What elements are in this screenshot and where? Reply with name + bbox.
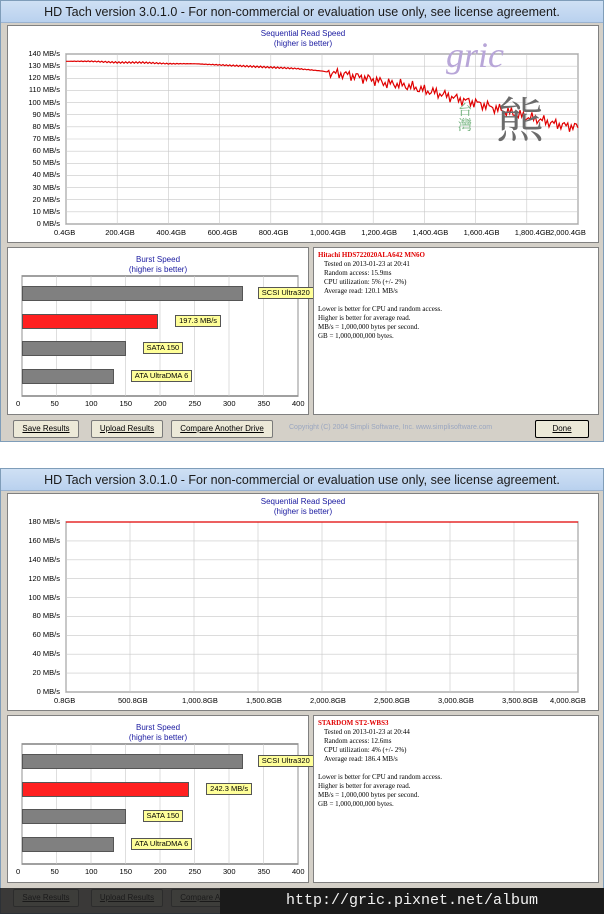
x-tick-label: 200 xyxy=(154,867,167,876)
y-tick-label: 10 MB/s xyxy=(32,206,60,216)
y-tick-label: 0 MB/s xyxy=(36,219,60,228)
y-tick-label: 110 MB/s xyxy=(28,85,60,95)
y-tick-label: 80 MB/s xyxy=(32,611,60,621)
watermark-url: http://gric.pixnet.net/album xyxy=(220,888,604,914)
random-access: Random access: 15.9ms xyxy=(324,269,392,277)
burst-bar xyxy=(22,754,243,769)
y-tick-label: 20 MB/s xyxy=(32,194,60,204)
y-tick-label: 100 MB/s xyxy=(28,97,60,107)
burst-label: ATA UltraDMA 6 xyxy=(131,370,193,382)
burst-bar xyxy=(22,341,126,356)
x-tick-label: 400 xyxy=(292,399,305,408)
y-tick-label: 160 MB/s xyxy=(28,535,60,545)
x-tick-label: 300 xyxy=(223,399,236,408)
x-tick-label: 0 xyxy=(16,399,21,408)
x-tick-label: 100 xyxy=(85,399,98,408)
x-tick-label: 1,000.8GB xyxy=(182,696,218,705)
x-tick-label: 350 xyxy=(257,867,271,876)
burst-label: SATA 150 xyxy=(143,810,184,822)
y-tick-label: 60 MB/s xyxy=(32,146,60,156)
tested-on: Tested on 2013-01-23 at 20:44 xyxy=(324,728,410,736)
burst-bar xyxy=(22,837,114,852)
y-tick-label: 50 MB/s xyxy=(32,158,60,168)
x-tick-label: 50 xyxy=(50,399,59,408)
burst-label: 197.3 MB/s xyxy=(175,315,221,327)
sequential-read-panel xyxy=(7,493,599,711)
hdtach-window-1 xyxy=(0,0,604,442)
x-tick-label: 1,500.8GB xyxy=(246,696,282,705)
note: Higher is better for average read. xyxy=(318,782,411,790)
x-tick-label: 500.8GB xyxy=(118,696,148,705)
x-tick-label: 2,000.8GB xyxy=(310,696,346,705)
x-tick-label: 400 xyxy=(292,867,305,876)
burst-bar xyxy=(22,369,114,384)
save-results-button[interactable]: Save Results xyxy=(13,420,79,438)
x-tick-label: 0.4GB xyxy=(54,228,76,237)
done-button[interactable]: Done xyxy=(535,420,589,438)
button-bar xyxy=(7,418,599,440)
burst-label: 242.3 MB/s xyxy=(206,783,252,795)
x-tick-label: 800.4GB xyxy=(258,228,289,237)
x-tick-label: 1,600.4GB xyxy=(463,228,500,237)
drive-info-panel xyxy=(313,715,599,883)
burst-speed-panel xyxy=(7,715,309,883)
burst-label: SCSI Ultra320 xyxy=(258,287,314,299)
average-read: Average read: 186.4 MB/s xyxy=(324,755,398,763)
drive-info-panel xyxy=(313,247,599,415)
x-tick-label: 250 xyxy=(188,867,202,876)
y-tick-label: 70 MB/s xyxy=(32,134,60,143)
x-tick-label: 1,200.4GB xyxy=(361,228,398,237)
y-tick-label: 130 MB/s xyxy=(28,61,60,71)
burst-bar xyxy=(22,782,189,797)
note: Lower is better for CPU and random access. xyxy=(318,305,443,313)
burst-bar xyxy=(22,314,158,329)
random-access: Random access: 12.6ms xyxy=(324,737,392,745)
seq-subtitle: (higher is better) xyxy=(273,39,333,48)
y-tick-label: 140 MB/s xyxy=(28,49,60,58)
y-tick-label: 120 MB/s xyxy=(28,573,60,583)
cpu-utilization: CPU utilization: 5% (+/- 2%) xyxy=(324,278,407,286)
burst-label: SATA 150 xyxy=(143,342,184,354)
y-tick-label: 180 MB/s xyxy=(28,517,60,526)
burst-subtitle: (higher is better) xyxy=(128,265,188,274)
burst-bar-chart xyxy=(8,716,310,884)
seq-title: Sequential Read Speed xyxy=(260,29,346,38)
x-tick-label: 3,500.8GB xyxy=(502,696,538,705)
x-tick-label: 350 xyxy=(257,399,271,408)
y-tick-label: 0 MB/s xyxy=(36,687,60,696)
window-title: HD Tach version 3.0.1.0 - For non-commercial or evaluation use only, see license agreement. xyxy=(1,1,603,23)
y-tick-label: 40 MB/s xyxy=(32,170,60,180)
x-tick-label: 3,000.8GB xyxy=(438,696,474,705)
x-tick-label: 50 xyxy=(50,867,59,876)
y-tick-label: 90 MB/s xyxy=(32,109,60,119)
drive-name: Hitachi HDS722020ALA642 MN6O xyxy=(318,251,425,259)
note: Lower is better for CPU and random access. xyxy=(318,773,443,781)
hdtach-window-2 xyxy=(0,468,604,914)
y-tick-label: 140 MB/s xyxy=(28,554,60,564)
note: Higher is better for average read. xyxy=(318,314,411,322)
y-tick-label: 30 MB/s xyxy=(32,182,60,192)
burst-title: Burst Speed xyxy=(135,255,181,264)
y-tick-label: 60 MB/s xyxy=(32,630,60,640)
x-tick-label: 150 xyxy=(119,867,133,876)
x-tick-label: 250 xyxy=(188,399,202,408)
burst-subtitle: (higher is better) xyxy=(128,733,188,742)
burst-title: Burst Speed xyxy=(135,723,181,732)
x-tick-label: 0.8GB xyxy=(54,696,76,705)
burst-label: SCSI Ultra320 xyxy=(258,755,314,767)
compare-drive-button[interactable]: Compare Another Drive xyxy=(171,420,273,438)
burst-label: ATA UltraDMA 6 xyxy=(131,838,193,850)
upload-results-button[interactable]: Upload Results xyxy=(91,420,163,438)
x-tick-label: 600.4GB xyxy=(207,228,238,237)
note: MB/s = 1,000,000 bytes per second. xyxy=(318,323,420,331)
y-tick-label: 40 MB/s xyxy=(32,649,60,659)
y-tick-label: 120 MB/s xyxy=(28,73,60,83)
x-tick-label: 400.4GB xyxy=(156,228,186,237)
note: GB = 1,000,000,000 bytes. xyxy=(318,800,394,808)
tested-on: Tested on 2013-01-23 at 20:41 xyxy=(324,260,410,268)
x-tick-label: 1,800.4GB xyxy=(514,228,551,237)
x-tick-label: 1,000.4GB xyxy=(310,228,346,237)
copyright-text: Copyright (C) 2004 Simpli Software, Inc. www.simplisoftware.com xyxy=(289,424,493,431)
bear-logo: 熊 xyxy=(496,93,545,149)
window-title: HD Tach version 3.0.1.0 - For non-commercial or evaluation use only, see license agreement. xyxy=(1,469,603,491)
burst-bar xyxy=(22,286,243,301)
x-tick-label: 0 xyxy=(16,867,21,876)
x-tick-label: 4,000.8GB xyxy=(550,696,586,705)
x-tick-label: 1,400.4GB xyxy=(412,228,449,237)
gric-logo: gric xyxy=(446,35,504,75)
burst-bar xyxy=(22,809,126,824)
drive-name: STARDOM ST2-WBS3 xyxy=(318,719,389,727)
x-tick-label: 2,500.8GB xyxy=(374,696,410,705)
watermark-bar xyxy=(0,888,220,914)
x-tick-label: 200 xyxy=(154,399,167,408)
sequential-read-panel xyxy=(7,25,599,243)
y-tick-label: 20 MB/s xyxy=(32,668,60,678)
y-tick-label: 80 MB/s xyxy=(32,121,60,131)
seq-subtitle: (higher is better) xyxy=(273,507,333,516)
x-tick-label: 2,000.4GB xyxy=(550,228,586,237)
note: GB = 1,000,000,000 bytes. xyxy=(318,332,394,340)
note: MB/s = 1,000,000 bytes per second. xyxy=(318,791,420,799)
y-tick-label: 100 MB/s xyxy=(28,592,60,602)
burst-speed-panel xyxy=(7,247,309,415)
burst-bar-chart xyxy=(8,248,310,416)
cpu-utilization: CPU utilization: 4% (+/- 2%) xyxy=(324,746,407,754)
average-read: Average read: 120.1 MB/s xyxy=(324,287,398,295)
seq-line-chart xyxy=(8,494,600,712)
seq-title: Sequential Read Speed xyxy=(260,497,346,506)
x-tick-label: 100 xyxy=(85,867,98,876)
x-tick-label: 300 xyxy=(223,867,236,876)
x-tick-label: 200.4GB xyxy=(105,228,135,237)
taiwan-text: 台灣 xyxy=(458,103,472,134)
x-tick-label: 150 xyxy=(119,399,133,408)
